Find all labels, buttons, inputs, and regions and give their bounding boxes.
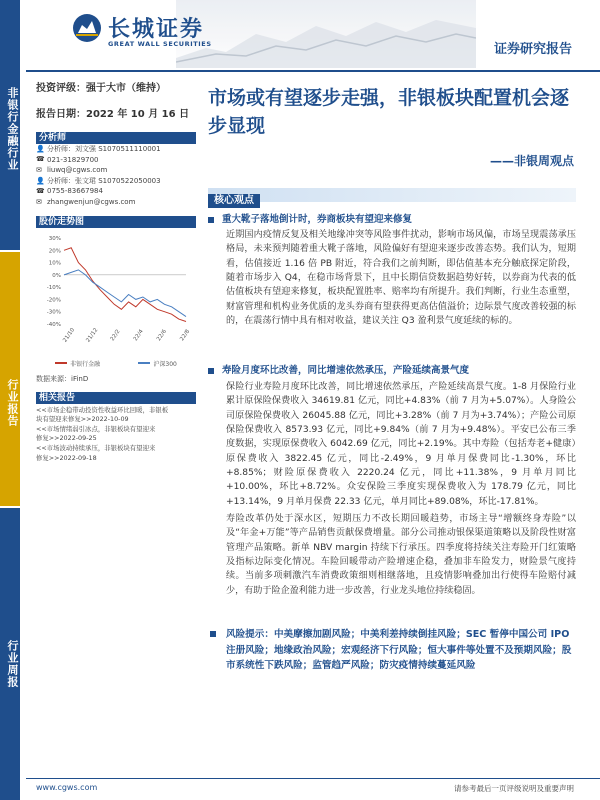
- report-title: 市场或有望逐步走强，非银板块配置机会逐步显现: [208, 87, 570, 137]
- section-paragraph: 寿险改革仍处于深水区，短期压力不改长期回暖趋势，市场主导“增额终身寿险”以及“年金+万能”等产品销售贡献保费增量。部分公司推动银保渠道策略以及阶段性财富管理产品策略。新单 NBV margin 持续下行承压。四季度将持续关注寿险开门红策略及指标边际变化情况。车险回暖带动产险增速企稳，叠加非车险发力，财险景气度持续。当前多项刺激汽车消费政策细则相继落地，且疫情影响叠加出行使得车险赔付减少，有助于险企盈利能力进一步改善，行业龙头地位持续稳固。: [226, 514, 576, 596]
- analyst-row[interactable]: [36, 165, 196, 176]
- related-reports: [36, 406, 196, 464]
- series-line-csi300: [64, 269, 186, 316]
- related-report-line[interactable]: <<市场企稳带动投资性收益环比回暖，非银板: [36, 405, 169, 414]
- analyst-text: 分析师：刘文强 S1070511110001: [47, 145, 161, 153]
- analyst-row: [36, 186, 196, 197]
- x-tick-label: 22/4: [132, 328, 145, 342]
- logo-text-cn: 长城证券: [108, 16, 205, 42]
- phone-icon: ☎: [36, 155, 45, 164]
- stock-chart-svg: [36, 232, 196, 357]
- stock-chart: [36, 232, 196, 357]
- footer-disclaimer: 请参考最后一页评级说明及重要声明: [454, 784, 574, 793]
- related-report-line[interactable]: 块有望迎来修复>>2022-10-09: [36, 415, 129, 424]
- related-report-line[interactable]: <<市场情绪弱引冰点，非银板块有望迎来: [36, 424, 156, 433]
- chart-section-title: 股价走势图: [36, 216, 196, 228]
- y-tick-label: 20%: [48, 247, 61, 254]
- person-icon: 👤: [36, 144, 45, 153]
- report-date: 报告日期：2022 年 10 月 16 日: [36, 109, 190, 120]
- phone-icon: ☎: [36, 187, 45, 196]
- x-tick-label: 22/2: [109, 328, 122, 342]
- risk-text: 风险提示：中美摩擦加剧风险；中美利差持续倒挂风险；SEC 暂停中国公司 IPO 注册风险；地缘政治风险；宏观经济下行风险；恒大事件等处置不及预期风险；股市系统性下跌风险；监管趋严风险；防灾疫情持续蔓延风险: [226, 629, 572, 671]
- section-heading: [208, 362, 469, 376]
- y-tick-label: -40%: [46, 321, 61, 328]
- analyst-email[interactable]: liuwq@cgws.com: [47, 166, 108, 175]
- y-tick-label: 10%: [48, 260, 61, 267]
- company-logo: [72, 12, 204, 43]
- series-line-non-bank-finance: [64, 247, 186, 321]
- section-paragraph: 保险行业寿险月度环比改善，同比增速依然承压，产险延续高景气度。1-8 月保险行业累计原保险保费收入 34619.81 亿元，同比+4.83%（前 7 月为+5.07%）。人身险公司原保险保费收入 26045.88 亿元，同比+3.28%（前 7 月为+3.74%）；产险公司原保险保费收入 8573.93 亿元，同比+9.84%（前 7 月为+9.48%）。平安已公布三季度数据，实现原保费收入 6042.69 亿元，同比+2.19%。其中寿险（包括寿老+健康）原保费收入 3822.45 亿元，同比-2.49%，9 月单月保费同比-1.30%，环比+8.85%；财险原保费收入 2220.24 亿元，同比+11.38%，9 月单月同比+10.00%，环比+8.72%。众安保险三季度实现保费收入为 178.79 亿元，同比+13.14%，9 月单月保费 22.33 亿元，单月同比+89.08%，环比-17.81%。: [226, 382, 576, 507]
- side-tab-weekly: 行业周报: [0, 508, 20, 800]
- analyst-row: [36, 155, 196, 166]
- section-heading-text: 重大靴子落地倒计时，券商板块有望迎来修复: [222, 214, 413, 225]
- side-tab-report-type: 行业报告: [0, 252, 20, 506]
- email-icon: ✉: [36, 197, 42, 206]
- legend-label: 非银行金融: [70, 360, 101, 368]
- analyst-text: 分析师：张文珺 S1070522050003: [47, 176, 161, 185]
- great-wall-banner: [176, 0, 476, 68]
- logo-text-en: GREAT WALL SECURITIES: [108, 40, 212, 48]
- x-tick-label: 21/10: [62, 326, 77, 344]
- risk-warning: [226, 627, 576, 674]
- left-sidebar: [36, 80, 196, 463]
- x-tick-label: 22/8: [179, 328, 192, 342]
- analyst-row[interactable]: [36, 197, 196, 208]
- x-tick-label: 21/12: [85, 326, 100, 344]
- analyst-row: [36, 144, 196, 155]
- report-subtitle: ——非银周观点: [489, 154, 574, 168]
- header-divider: [26, 70, 600, 72]
- section-heading: [208, 211, 412, 225]
- person-icon: 👤: [36, 176, 45, 185]
- y-tick-label: 0%: [52, 272, 61, 279]
- analyst-section-title: 分析师: [36, 132, 196, 144]
- logo-mark-icon: [72, 13, 102, 43]
- core-view-label: 核心观点: [208, 194, 260, 208]
- related-section-title: 相关报告: [36, 392, 196, 404]
- y-tick-label: -20%: [46, 296, 61, 303]
- footer-divider: [26, 778, 600, 779]
- side-tab-industry: 非银行金融行业: [0, 0, 20, 250]
- data-source: 数据来源：iFinD: [36, 374, 89, 383]
- core-view-bar: [208, 188, 576, 206]
- related-report-line[interactable]: 修复>>2022-09-18: [36, 453, 97, 462]
- chart-legend: [36, 359, 196, 368]
- y-tick-label: -10%: [46, 284, 61, 291]
- report-type-label: 证券研究报告: [493, 42, 572, 57]
- y-tick-label: -30%: [46, 309, 61, 316]
- email-icon: ✉: [36, 165, 42, 174]
- analyst-text: 0755-83667984: [47, 187, 103, 196]
- section-heading-text: 寿险月度环比改善，同比增速依然承压，产险延续高景气度: [222, 365, 470, 376]
- bullet-square-icon: [208, 368, 214, 374]
- legend-item: [138, 359, 176, 368]
- analyst-email[interactable]: zhangwenjun@cgws.com: [47, 197, 136, 206]
- investment-rating: 投资评级：强于大市（维持）: [36, 83, 166, 94]
- x-tick-label: 22/6: [155, 328, 168, 342]
- bullet-square-icon: [208, 217, 214, 223]
- legend-swatch: [55, 362, 67, 364]
- section-paragraph: 近期国内疫情反复及相关地缘冲突等风险事件扰动，影响市场风偏，市场呈现震荡承压格局，未来预判随着重大靴子落地，风险偏好有望迎来逐步改善态势。我们认为，短期看，估值接近 1.16 倍 PB 附近，符合我们之前判断，即估值基本充分触底探定阶段，随着市场步入 Q4，在稳市场背景下，且中长期信贷数据趋势好转，以券商为代表的低估值板块有望迎来修复，板块配置胜率、赔率均有所提升。我们判断，行业生态重塑，财富管理和机构业务优质的龙头券商有望获得更高估值溢价；边际景气度改善较强的标的，在震荡行情中具有相对收益，建议关注 Q3 盈利景气度延续的标的。: [226, 230, 576, 327]
- related-report-line[interactable]: <<市场波动持续承压，非银板块有望迎来: [36, 443, 156, 452]
- analyst-text: 021-31829700: [47, 155, 99, 164]
- related-report-line[interactable]: 修复>>2022-09-25: [36, 434, 97, 443]
- legend-item: [55, 359, 100, 368]
- y-tick-label: 30%: [48, 235, 61, 242]
- analyst-row: [36, 176, 196, 187]
- page-header: [26, 0, 600, 72]
- legend-label: 沪深300: [153, 360, 177, 368]
- footer-url[interactable]: www.cgws.com: [36, 783, 98, 792]
- bullet-square-icon: [210, 631, 216, 637]
- legend-swatch: [138, 362, 150, 364]
- analyst-list: [36, 144, 196, 208]
